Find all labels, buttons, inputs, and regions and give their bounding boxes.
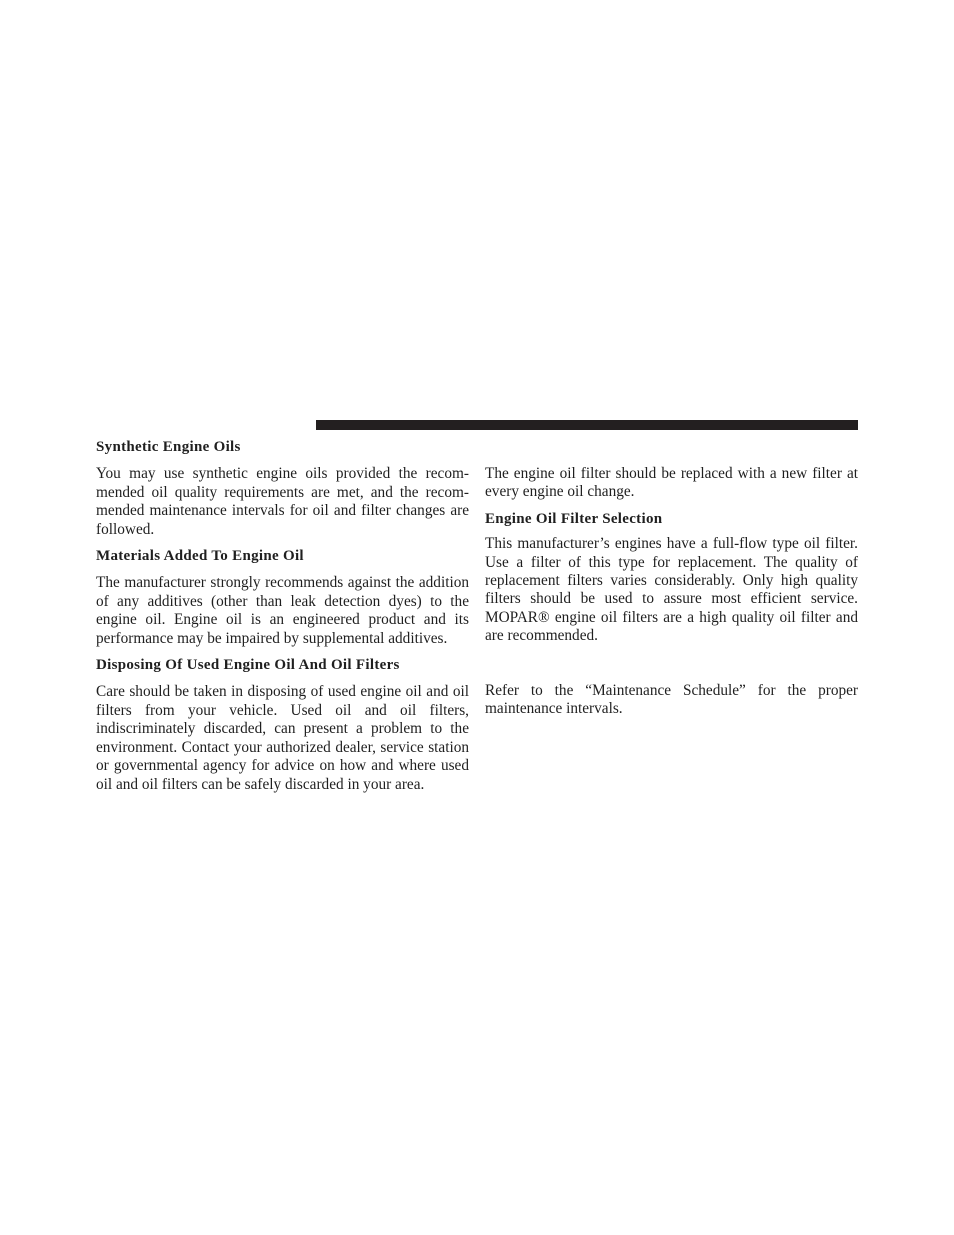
left-column xyxy=(96,438,469,794)
heading-engine-oil-filter-selection: Engine Oil Filter Selection xyxy=(485,510,663,527)
paragraph-filter-replacement: The engine oil filter should be replaced with a new filter at every engine oil change. xyxy=(485,465,858,501)
paragraph-materials-added: The manufacturer strongly recommends against the addition of any additives (other than leak detection dyes) to the engine oil. Engine oil is an engineered product and its performance may be impaired by supplemental additives. xyxy=(96,574,469,647)
section-header-bar xyxy=(316,420,858,430)
paragraph-disposing-used-oil: Care should be taken in disposing of used engine oil and oil filters from your vehicle. Used oil and oil filters, indiscriminately discarded, can present a problem to the environment. Contact your authorized dealer, service station or governmental agency for advice on how and where used oil and oil filters can be safely discarded in your area. xyxy=(96,683,469,793)
right-column xyxy=(485,465,858,718)
heading-disposing-used-oil: Disposing Of Used Engine Oil And Oil Filters xyxy=(96,657,400,674)
paragraph-synthetic-engine-oils: You may use synthetic engine oils provided the recommended oil quality requirements are met, and the recommended maintenance intervals for oil and filter changes are followed. xyxy=(96,465,469,538)
paragraph-engine-oil-filter-selection: This manufacturer’s engines have a full-flow type oil filter. Use a filter of this type for replacement. The quality of replacement filters varies considerably. Only high quality filters should be used to assure most efficient service. MOPAR® engine oil filters are a high quality oil filter and are recommended. xyxy=(485,535,858,645)
heading-materials-added: Materials Added To Engine Oil xyxy=(96,548,304,565)
paragraph-maintenance-schedule: Refer to the “Maintenance Schedule” for the proper maintenance intervals. xyxy=(485,681,858,718)
heading-synthetic-engine-oils: Synthetic Engine Oils xyxy=(96,439,241,455)
